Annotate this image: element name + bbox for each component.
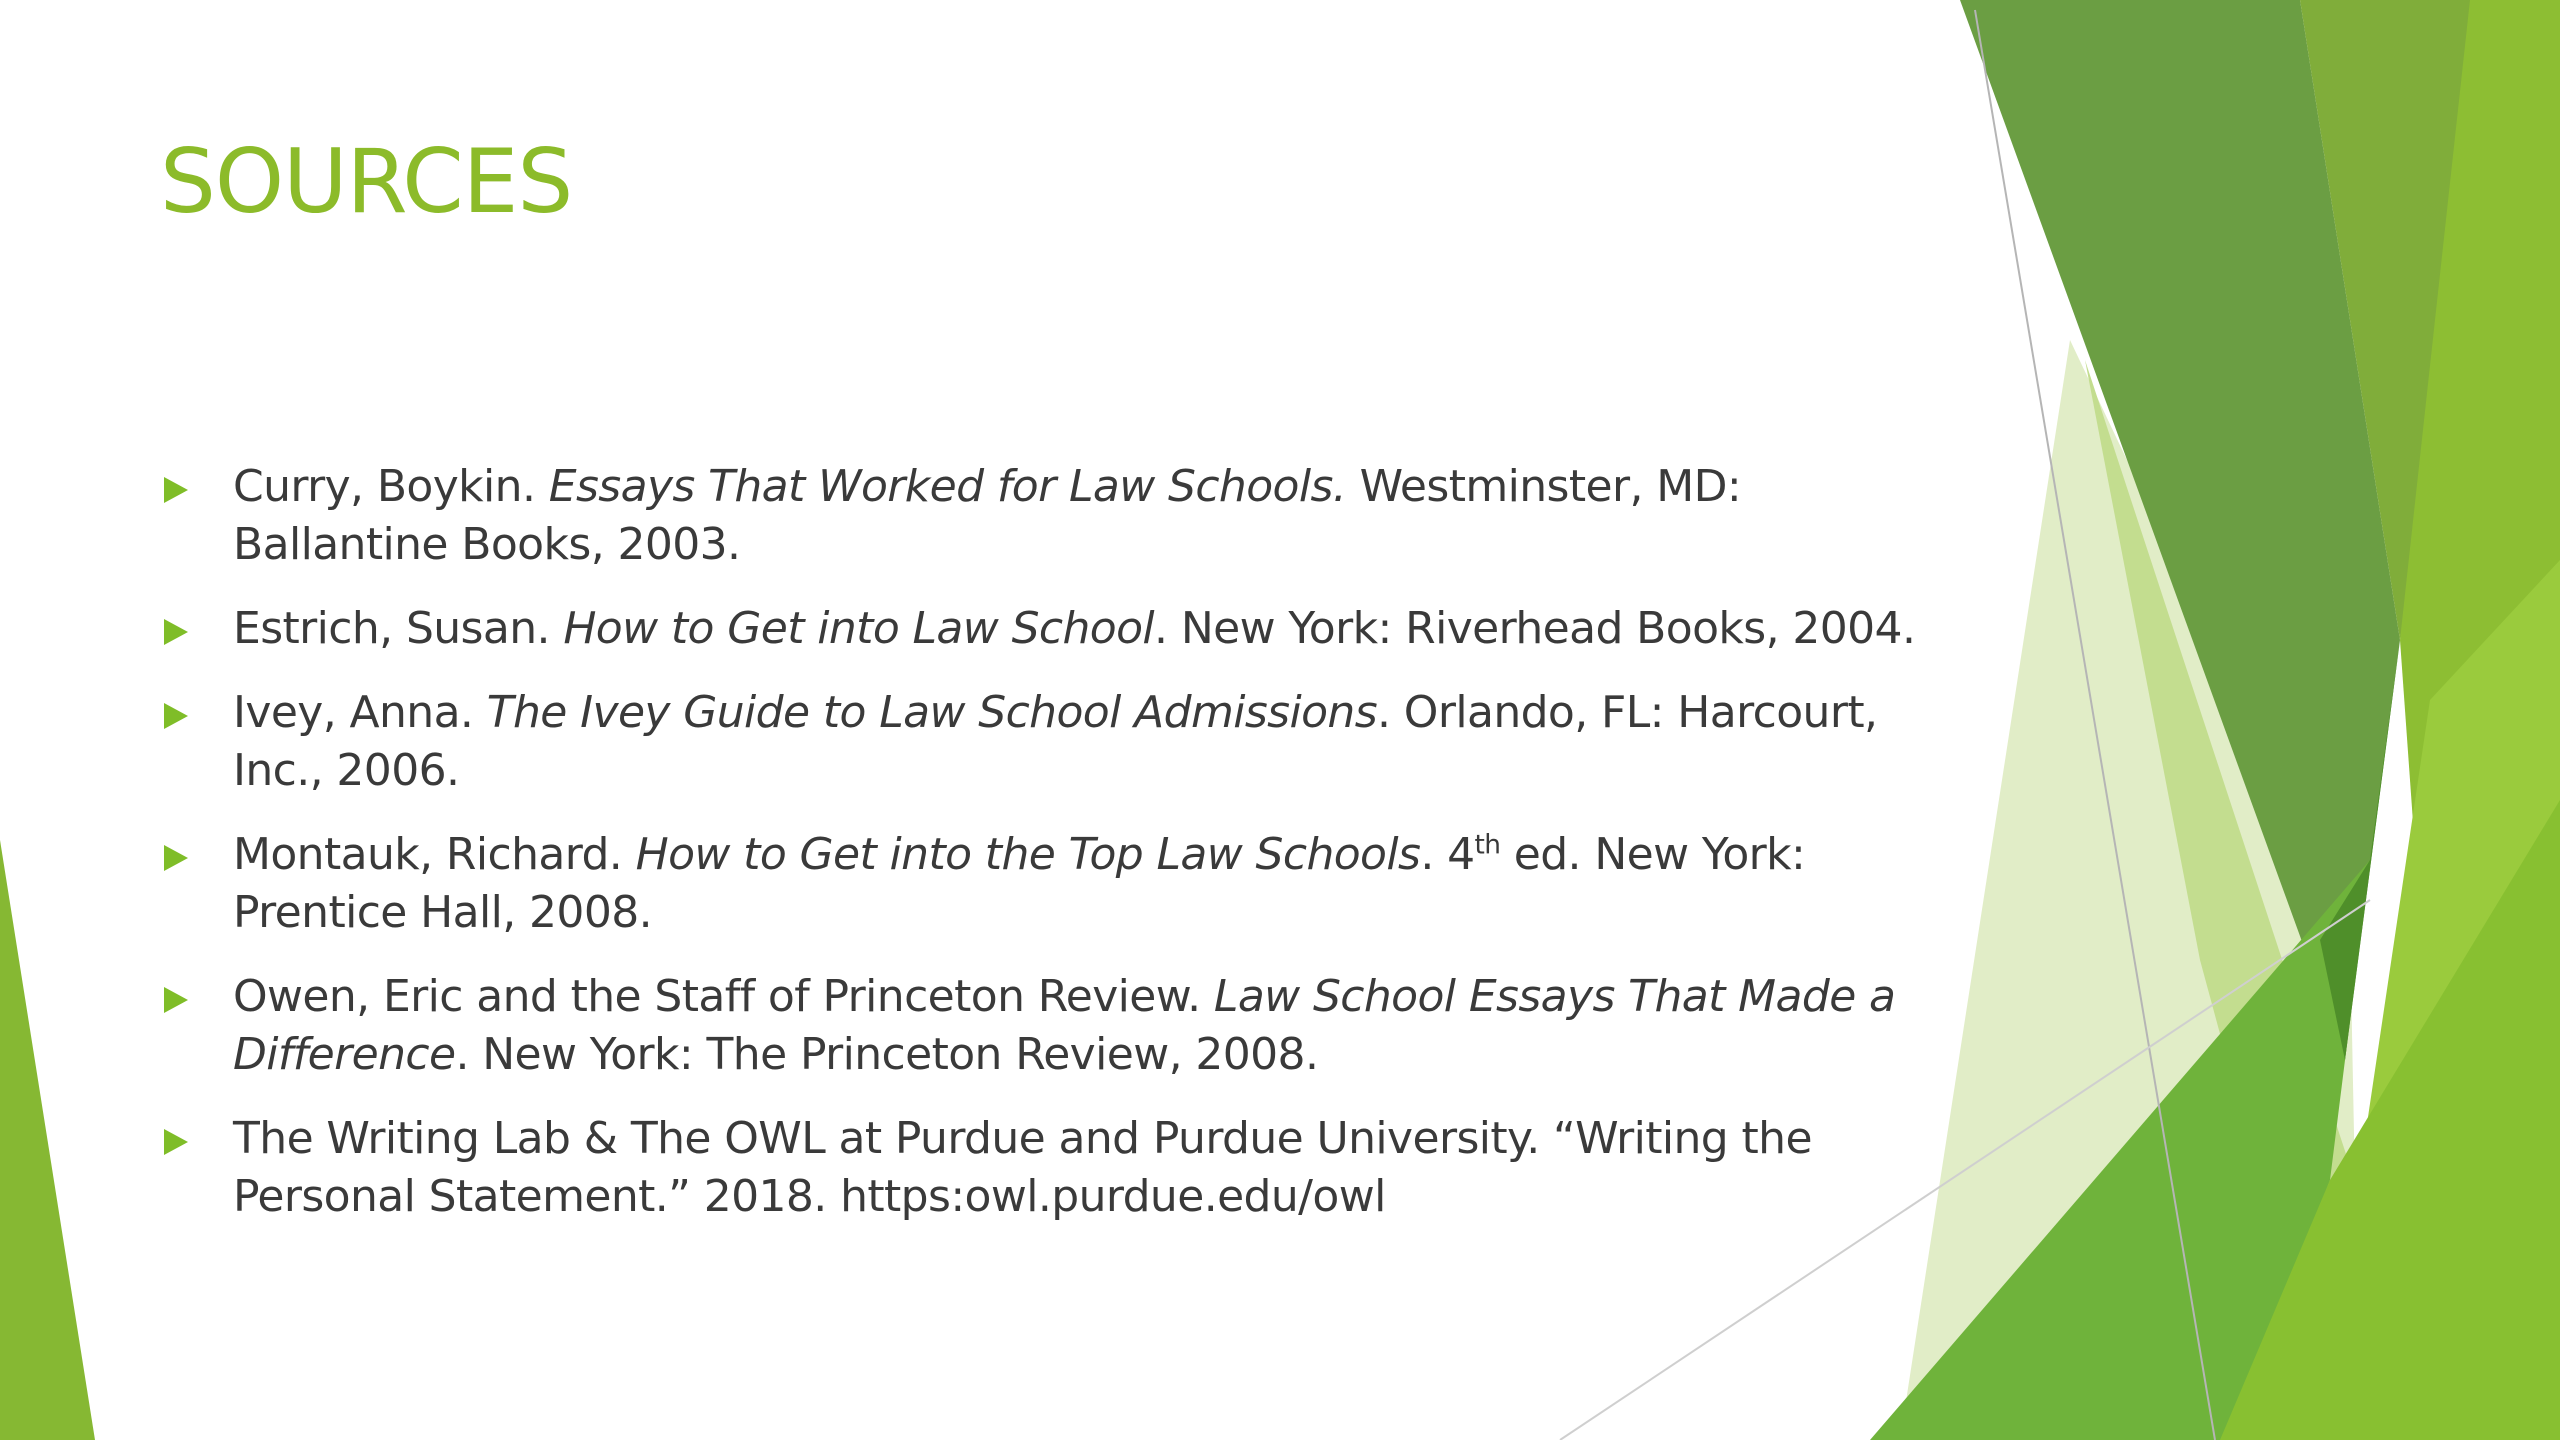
source-text: The Writing Lab & The OWL at Purdue and Purdue University. “Writing the Personal Statement.” 2018. https:owl.purdue.edu/owl	[233, 1113, 1812, 1222]
source-text	[233, 461, 1741, 570]
source-edition: . 4	[1420, 829, 1475, 880]
list-item	[160, 600, 1960, 658]
triangle-right-icon	[164, 477, 188, 503]
triangle-right-icon	[164, 987, 188, 1013]
source-edition-suffix: th	[1474, 829, 1501, 861]
source-author: Owen, Eric and the Staff of Princeton Review.	[233, 971, 1214, 1022]
source-publication: . New York: The Princeton Review, 2008.	[455, 1029, 1319, 1080]
source-book-title: How to Get into the Top Law Schools	[635, 829, 1421, 880]
triangle-right-icon	[164, 1129, 188, 1155]
source-book-title: Law School Essays That Made a Difference	[233, 971, 1896, 1080]
source-text	[233, 971, 1895, 1080]
triangle-right-icon	[164, 845, 188, 871]
sources-list	[160, 458, 1960, 1252]
source-author: Estrich, Susan.	[233, 603, 564, 654]
source-author: Ivey, Anna.	[233, 687, 487, 738]
list-item	[160, 1110, 1960, 1226]
source-publication: Westminster, MD: Ballantine Books, 2003.	[233, 461, 1742, 570]
source-publication: . Orlando, FL: Harcourt, Inc., 2006.	[233, 687, 1878, 796]
triangle-right-icon	[164, 703, 188, 729]
source-text	[233, 603, 1915, 654]
source-publication: . New York: Riverhead Books, 2004.	[1154, 603, 1916, 654]
source-author: Montauk, Richard.	[233, 829, 636, 880]
list-item	[160, 968, 1960, 1084]
source-publication: ed. New York: Prentice Hall, 2008.	[233, 829, 1806, 938]
source-book-title: How to Get into Law School	[563, 603, 1155, 654]
slide-title: SOURCES	[160, 130, 573, 233]
left-green-sliver	[0, 840, 95, 1440]
source-author: Curry, Boykin.	[233, 461, 549, 512]
source-text	[233, 829, 1805, 938]
source-book-title: Essays That Worked for Law Schools.	[548, 461, 1347, 512]
source-text	[233, 687, 1877, 796]
list-item	[160, 826, 1960, 942]
list-item	[160, 684, 1960, 800]
triangle-right-icon	[164, 619, 188, 645]
list-item	[160, 458, 1960, 574]
source-book-title: The Ivey Guide to Law School Admissions	[486, 687, 1378, 738]
